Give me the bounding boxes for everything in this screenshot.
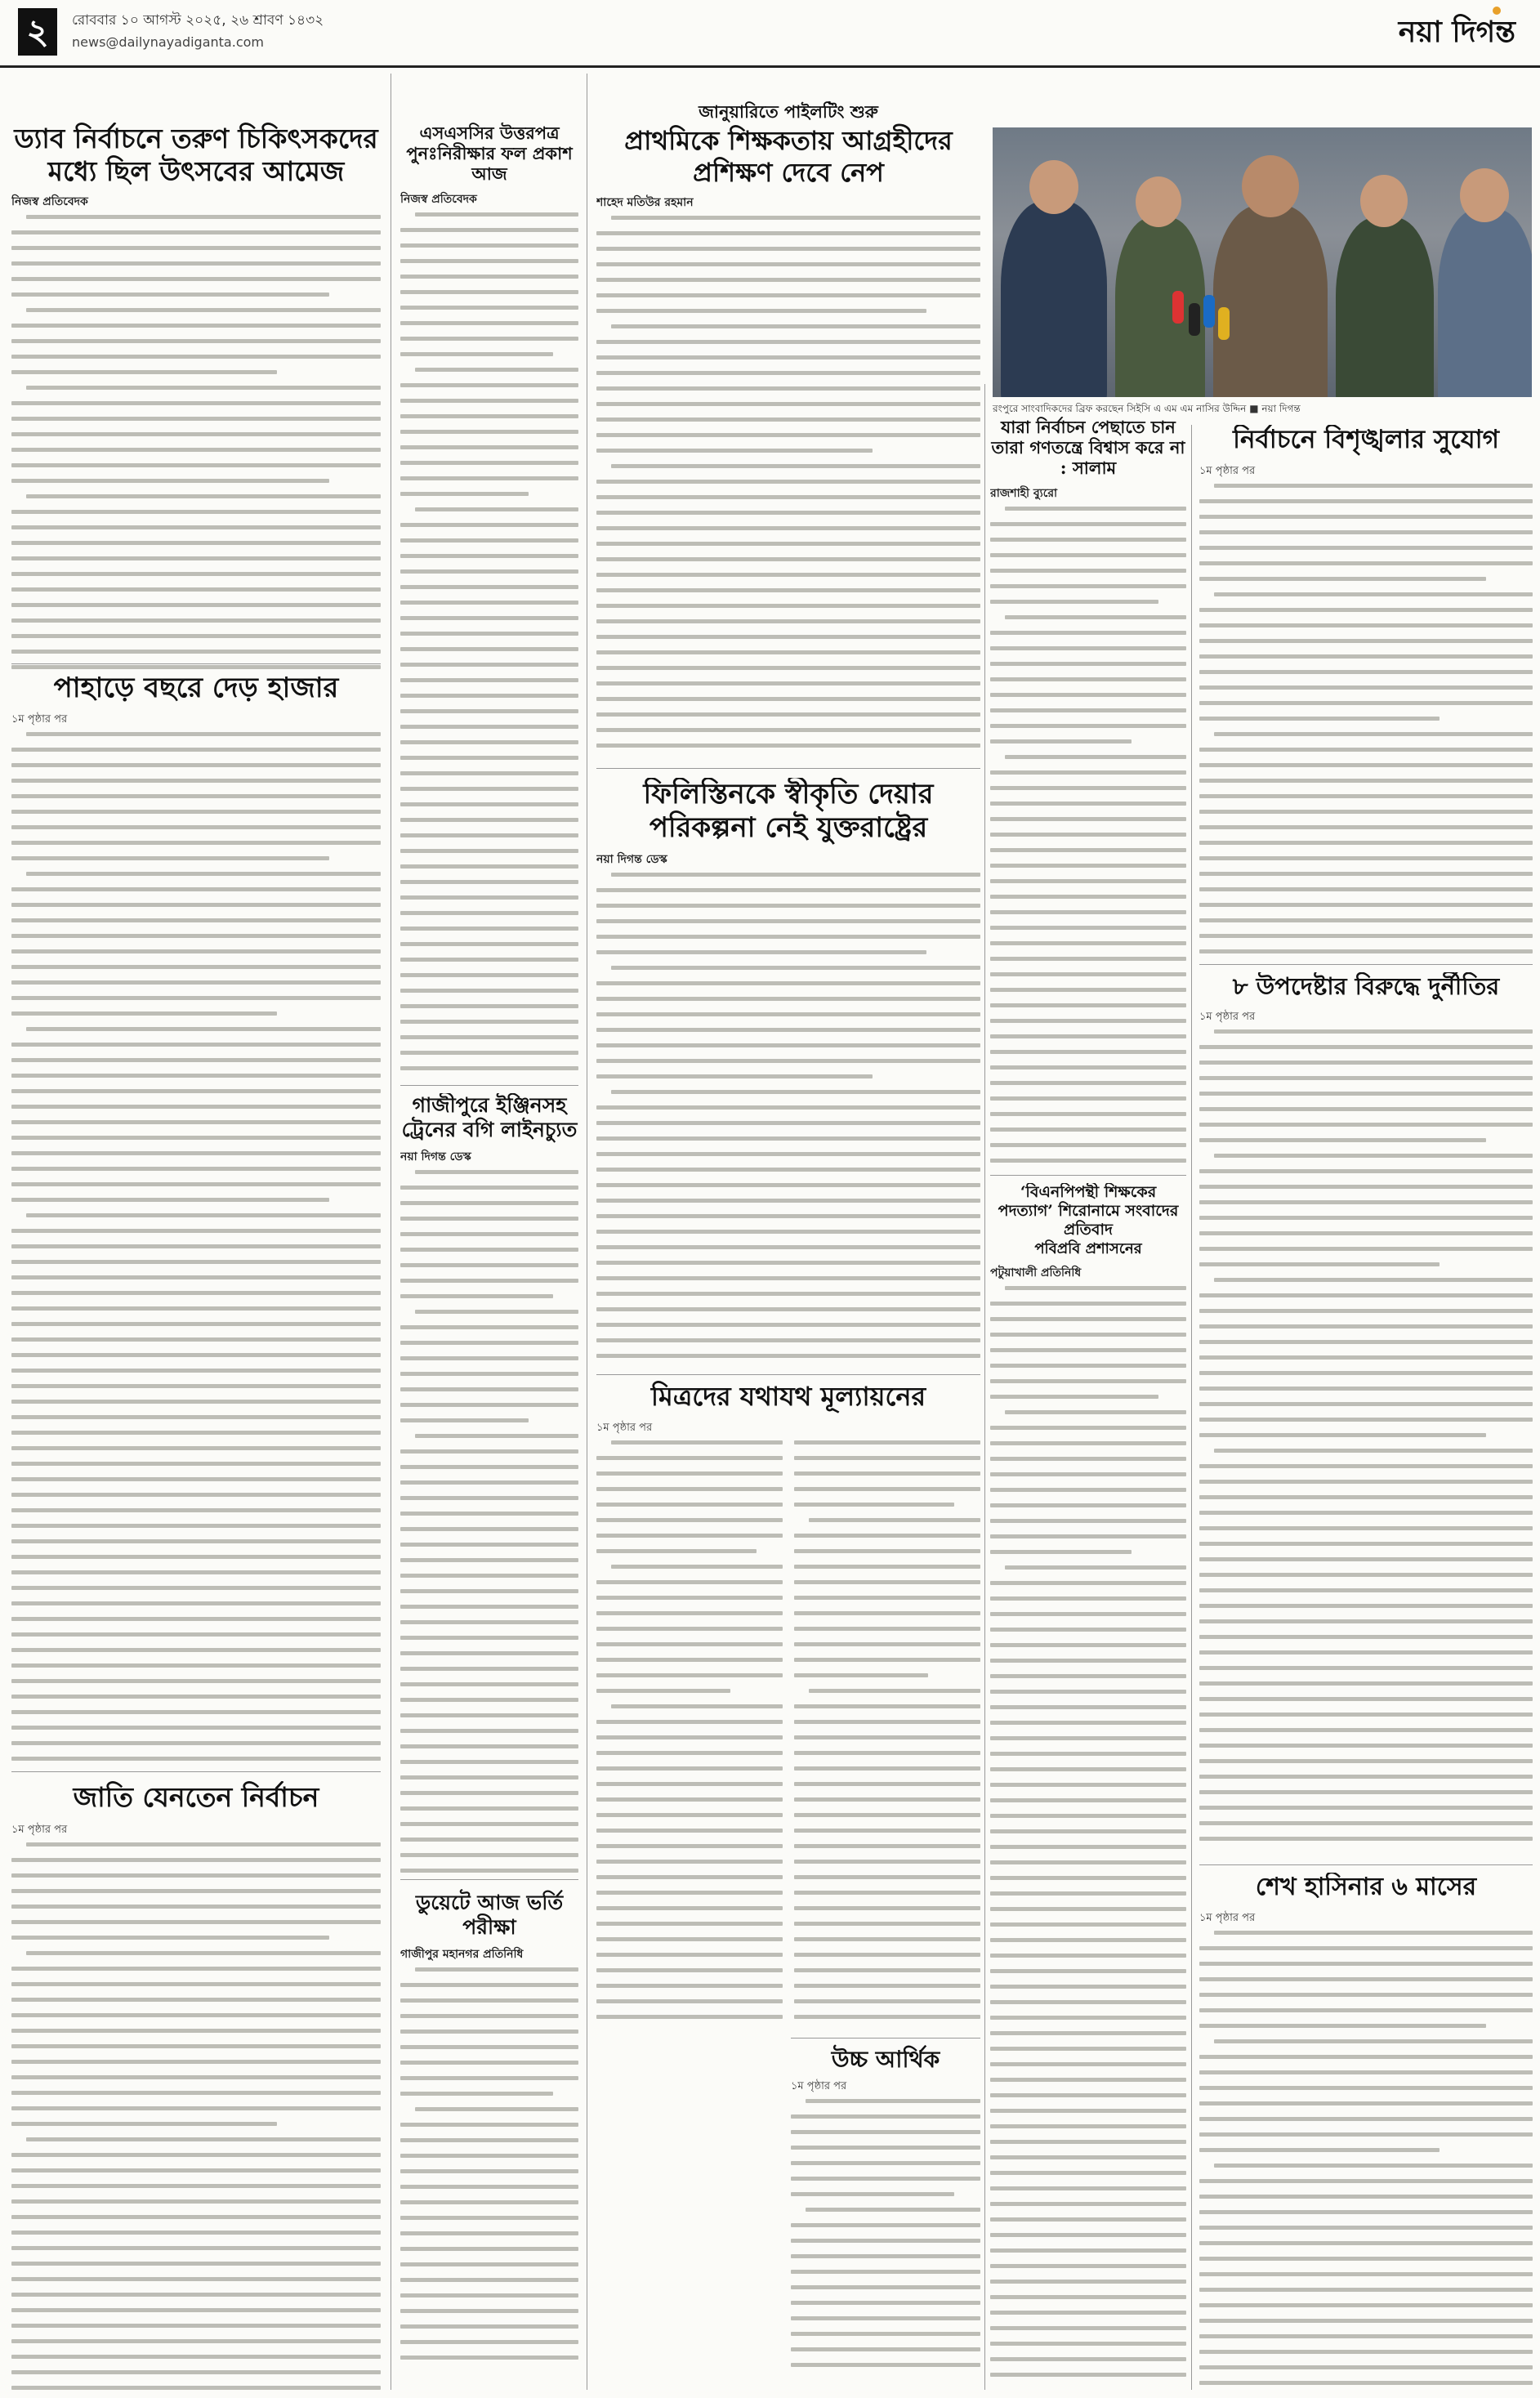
article-hasina [1199, 1873, 1533, 2390]
article-byline: নিজস্ব প্রতিবেদক [400, 192, 477, 206]
article-protibad [990, 1183, 1186, 2390]
article-body-col2 [794, 1440, 980, 2051]
article-headline: পাহাড়ে বছরে দেড় হাজার [53, 672, 339, 704]
article-headline: নির্বাচনে বিশৃঙ্খলার সুযোগ [1233, 425, 1499, 454]
article-body [400, 1967, 578, 2390]
caption-credit-icon: ■ [1249, 403, 1262, 414]
article-gazipur [400, 1093, 578, 1992]
article-headline: শেখ হাসিনার ৬ মাসের [1255, 1873, 1477, 1901]
continued-label: ১ম পৃষ্ঠার পর [1199, 1010, 1256, 1023]
article-body [1199, 1931, 1533, 2390]
masthead-logo [1311, 5, 1515, 57]
email-link[interactable]: news@dailynayadiganta.com [72, 34, 264, 50]
article-headline: জাতি যেনতেন নির্বাচন [73, 1781, 319, 1813]
article-hsc [400, 123, 578, 1083]
article-salam [990, 417, 1186, 1201]
article-byline: নিজস্ব প্রতিবেদক [11, 195, 88, 209]
page-header [0, 0, 1540, 68]
date-line: রোববার ১০ আগস্ট ২০২৫, ২৬ শ্রাবণ ১৪৩২ [72, 12, 324, 29]
article-headline: ডুয়েটে আজ ভর্তি পরীক্ষা [415, 1891, 564, 1939]
article-body [596, 216, 980, 755]
article-byline: গাজীপুর মহানগর প্রতিনিধি [400, 1948, 524, 1961]
photo-caption [993, 402, 1532, 418]
article-headline: এসএসসির উত্তরপত্র পুনঃনিরীক্ষার ফল প্রকাশ আজ [406, 123, 573, 185]
article-body [400, 212, 578, 1083]
news-photo [993, 127, 1532, 397]
caption-text: রংপুরে সাংবাদিকদের ব্রিফ করছেন সিইসি এ এম এম নাসির উদ্দিন [993, 403, 1247, 414]
article-pahar [11, 672, 381, 1766]
article-mitra [596, 1381, 980, 2051]
article-kicker: জানুয়ারিতে পাইলটিং শুরু [699, 101, 878, 122]
continued-label: ১ম পৃষ্ঠার পর [791, 2079, 847, 2092]
continued-label: ১ম পৃষ্ঠার পর [1199, 465, 1256, 478]
article-palestine [596, 778, 980, 1366]
article-headline: ৮ উপদেষ্টার বিরুদ্ধে দুর্নীতির [1232, 972, 1500, 1000]
article-headline: মিত্রদের যথাযথ মূল্যায়নের [650, 1381, 926, 1412]
article-body [11, 215, 381, 674]
article-body [791, 2099, 980, 2390]
continued-label: ১ম পৃষ্ঠার পর [1199, 1912, 1256, 1924]
article-body [1199, 484, 1533, 960]
continued-label: ১ম পৃষ্ঠার পর [11, 712, 68, 726]
article-headline: প্রাথমিকে শিক্ষকতায় আগ্রহীদের প্রশিক্ষণ দেবে নেপ [624, 125, 953, 188]
article-byline: নয়া দিগন্ত ডেস্ক [400, 1150, 471, 1163]
article-subhead: পবিপ্রবি প্রশাসনের [1034, 1240, 1142, 1258]
article-jati [11, 1781, 381, 2390]
article-nape [596, 101, 980, 759]
article-body [400, 1170, 578, 1992]
article-body-col1 [596, 1440, 783, 2051]
article-body [990, 507, 1186, 1193]
article-headline: ‘বিএনপিপন্থী শিক্ষকের পদত্যাগ’ শিরোনামে সংবাদের প্রতিবাদ [998, 1183, 1179, 1239]
article-headline: গাজীপুরে ইঞ্জিনসহ ট্রেনের বগি লাইনচ্যুত [401, 1093, 578, 1141]
page-number: ২ [18, 8, 57, 56]
masthead-title: নয়া দিগন্ত [1398, 15, 1515, 49]
article-byline: শাহেদ মতিউর রহমান [596, 195, 694, 209]
article-body [990, 1286, 1186, 2381]
continued-label: ১ম পৃষ্ঠার পর [596, 1422, 653, 1435]
article-duet [400, 1879, 578, 2390]
article-dab [11, 123, 381, 674]
article-headline: ড্যাব নির্বাচনে তরুণ চিকিৎসকদের মধ্যে ছিল উৎসবের আমেজ [14, 123, 378, 187]
article-headline: ফিলিস্তিনকে স্বীকৃতি দেয়ার পরিকল্পনা নেই যুক্তরাষ্ট্রের [643, 778, 934, 844]
article-headline: উচ্চ আর্থিক [831, 2046, 940, 2073]
article-bishrinkhola [1199, 425, 1533, 960]
article-body [1199, 1029, 1533, 1863]
article-byline: পটুয়াখালী প্রতিনিধি [990, 1266, 1082, 1279]
article-byline: রাজশাহী ব্যুরো [990, 486, 1058, 500]
continued-label: ১ম পৃষ্ঠার পর [11, 1823, 68, 1836]
article-body [596, 873, 980, 1366]
article-body [11, 1842, 381, 2390]
article-upodeshta [1199, 972, 1533, 1863]
article-byline: নয়া দিগন্ত ডেস্ক [596, 852, 667, 866]
article-body [11, 732, 381, 1766]
article-headline: যারা নির্বাচন পেছাতে চান তারা গণতন্ত্রে বিশ্বাস করে না : সালাম [991, 417, 1185, 479]
article-uchha [791, 2038, 980, 2390]
caption-credit: নয়া দিগন্ত [1261, 403, 1301, 414]
